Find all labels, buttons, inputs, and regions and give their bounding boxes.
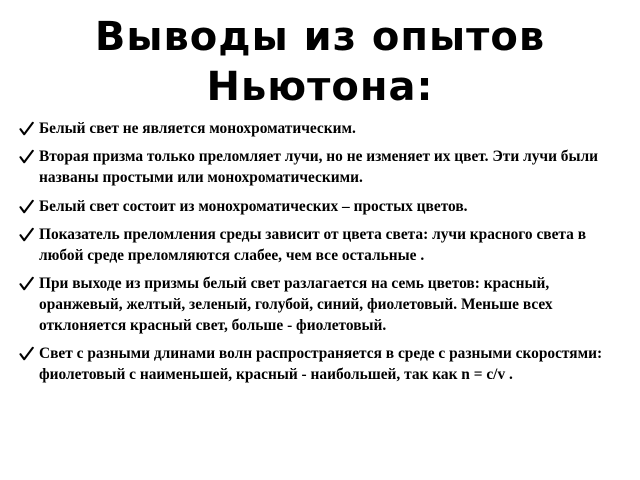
bullet-text: Белый свет не является монохроматическим. [39, 120, 356, 137]
bullet-item [18, 196, 618, 217]
bullet-item [18, 273, 618, 336]
bullet-text: Вторая призма только преломляет лучи, но не изменяет их цвет. Эти лучи были названы простыми или монохроматическими. [39, 148, 599, 187]
bullet-text: Свет с разными длинами волн распространяется в среде с разными скоростями: фиолетовый с наименьшей, красный - наибольшей, так как n = c/v . [39, 345, 603, 384]
check-icon [19, 227, 34, 242]
check-icon [19, 149, 34, 164]
check-icon [19, 346, 34, 361]
bullet-item [18, 118, 618, 139]
bullet-item [18, 146, 618, 188]
check-icon [19, 276, 34, 291]
bullet-text: При выходе из призмы белый свет разлагается на семь цветов: красный, оранжевый, желтый, зеленый, голубой, синий, фиолетовый. Меньше всех отклоняется красный свет, больше - фиолетовый. [39, 275, 553, 335]
slide-title-line-1: Выводы из опытов [94, 14, 546, 60]
check-icon [19, 199, 34, 214]
bullet-text: Показатель преломления среды зависит от цвета света: лучи красного света в любой среде преломляются слабее, чем все остальные . [39, 225, 587, 264]
bullet-text: Белый свет состоит из монохроматических – простых цветов. [39, 197, 468, 215]
slide-title [0, 12, 640, 112]
bullet-list [18, 118, 618, 393]
bullet-item [18, 343, 618, 385]
check-icon [19, 121, 34, 136]
bullet-item [18, 224, 618, 266]
slide-title-line-2: Ньютона: [206, 64, 434, 110]
